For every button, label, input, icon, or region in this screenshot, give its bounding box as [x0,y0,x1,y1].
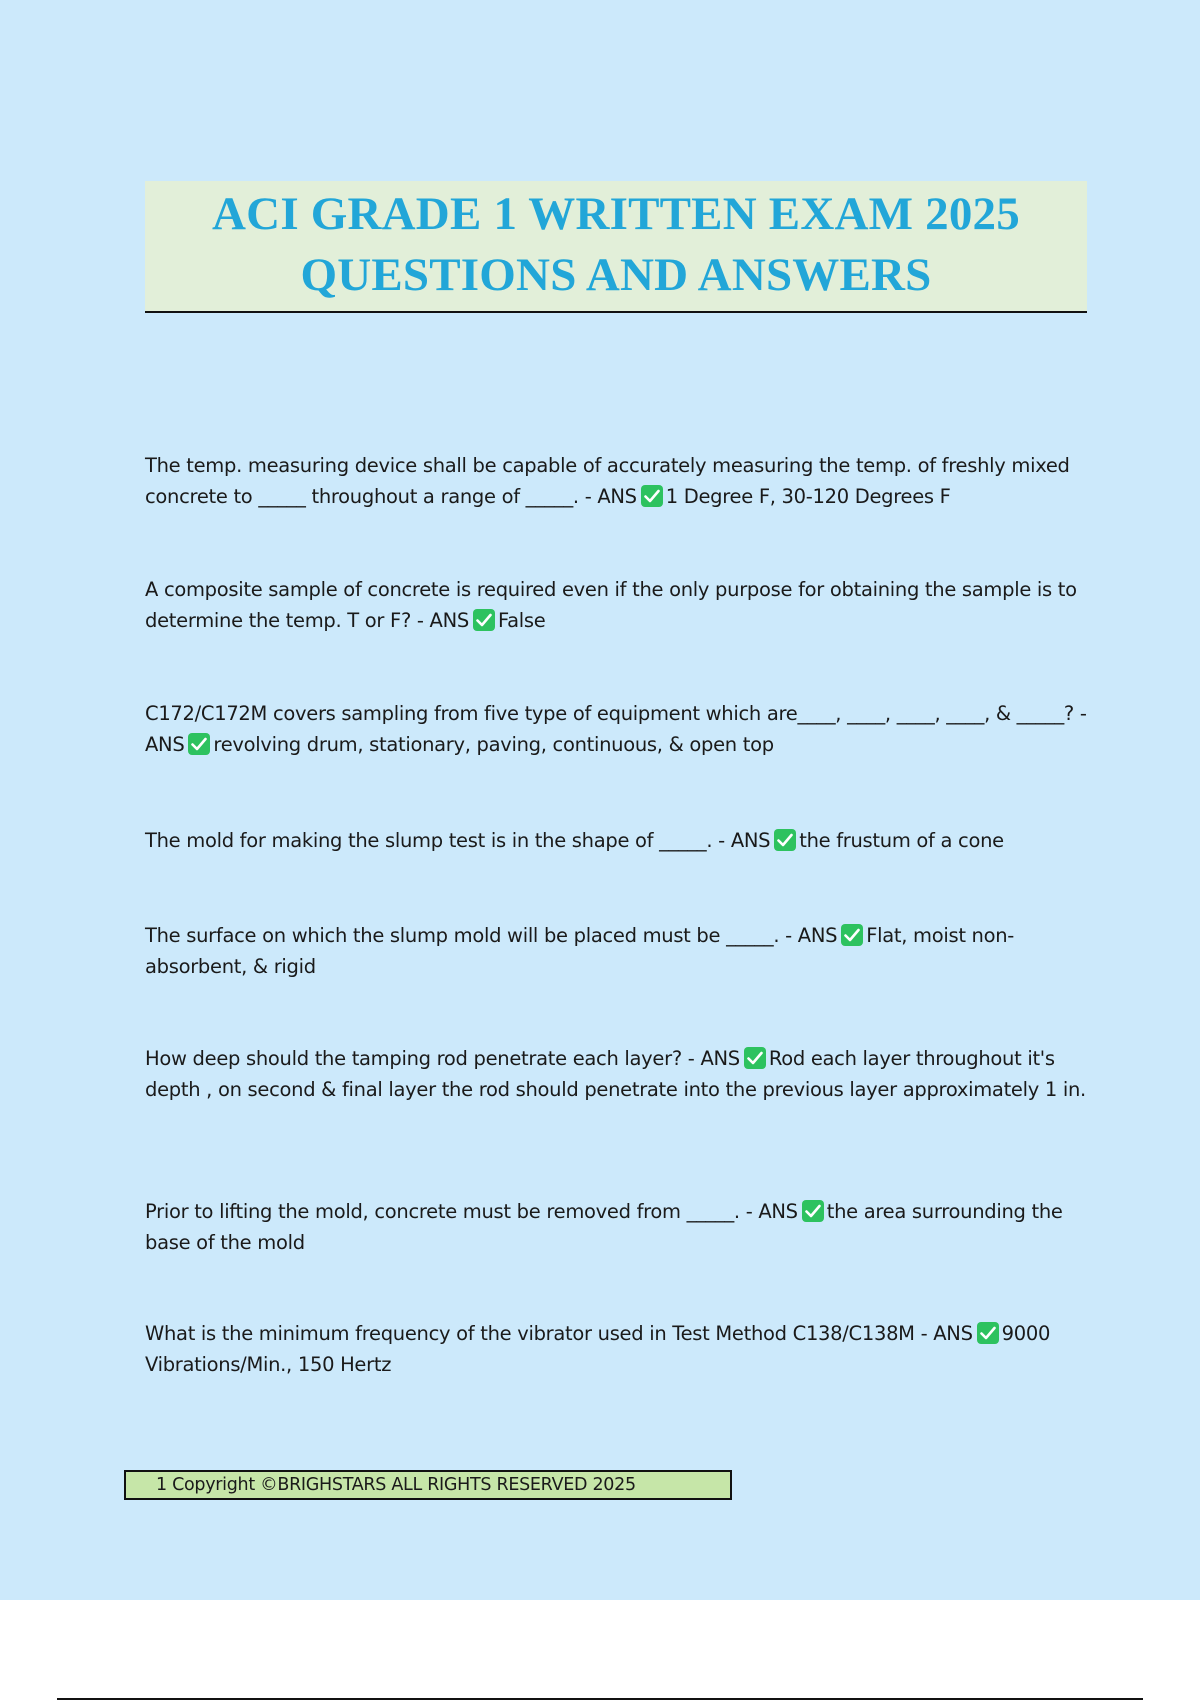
answer-text: 1 Degree F, 30-120 Degrees F [665,485,951,508]
answer-label: ANS [145,733,185,756]
question-text: C172/C172M covers sampling from five type of equipment which are____, ____, ____, ____, & _____? - [145,702,1087,725]
answer-label: ANS [597,485,637,508]
title-line-2: QUESTIONS AND ANSWERS [300,249,932,301]
answer-label: ANS [730,829,771,852]
question-text: A composite sample of concrete is required even if the only purpose for obtaining the sample is to determine the temp. T or F? - [145,578,1077,632]
qa-item [145,574,1090,636]
answer-text: Rod each layer throughout it's depth , on second & final layer the rod should penetrate into the previous layer approximately 1 in. [145,1047,1086,1101]
qa-item [145,920,1090,982]
answer-label: ANS [700,1047,740,1070]
question-text: The temp. measuring device shall be capable of accurately measuring the temp. of freshly mixed concrete to _____ throughout a range of _____. - [145,454,1070,508]
answer-label: ANS [429,609,469,632]
checkmark-icon [977,1322,999,1344]
answer-text: revolving drum, stationary, paving, continuous, & open top [213,733,774,756]
answer-text: the area surrounding the base of the mold [145,1200,1063,1254]
answer-label: ANS [758,1200,798,1223]
checkmark-icon [774,829,796,851]
question-text: How deep should the tamping rod penetrate each layer? - [145,1047,701,1070]
checkmark-icon [473,609,495,631]
question-text: The surface on which the slump mold will be placed must be _____. - [145,924,798,947]
qa-item [145,450,1090,512]
answer-label: ANS [933,1322,973,1345]
answer-text: False [497,609,546,632]
qa-item [145,698,1090,760]
question-text: Prior to lifting the mold, concrete must be removed from _____. - [145,1200,759,1223]
qa-item [145,1318,1090,1380]
qa-item [145,825,1090,856]
question-text: What is the minimum frequency of the vibrator used in Test Method C138/C138M - [145,1322,934,1345]
checkmark-icon [841,924,863,946]
checkmark-icon [802,1200,824,1222]
title-line-1: ACI GRADE 1 WRITTEN EXAM 2025 [212,188,1020,240]
title-banner [145,181,1087,313]
checkmark-icon [641,485,663,507]
question-text: The mold for making the slump test is in the shape of _____. - [145,829,731,852]
checkmark-icon [744,1047,766,1069]
qa-item [145,1043,1090,1105]
answer-text: the frustum of a cone [799,829,1004,852]
copyright-footer: 1 Copyright ©BRIGHSTARS ALL RIGHTS RESERVED 2025 [124,1470,732,1500]
answer-label: ANS [797,924,838,947]
answer-text: 9000 Vibrations/Min., 150 Hertz [145,1322,1051,1376]
checkmark-icon [188,733,210,755]
answer-text: Flat, moist non-absorbent, & rigid [145,924,1015,978]
qa-item [145,1196,1090,1258]
